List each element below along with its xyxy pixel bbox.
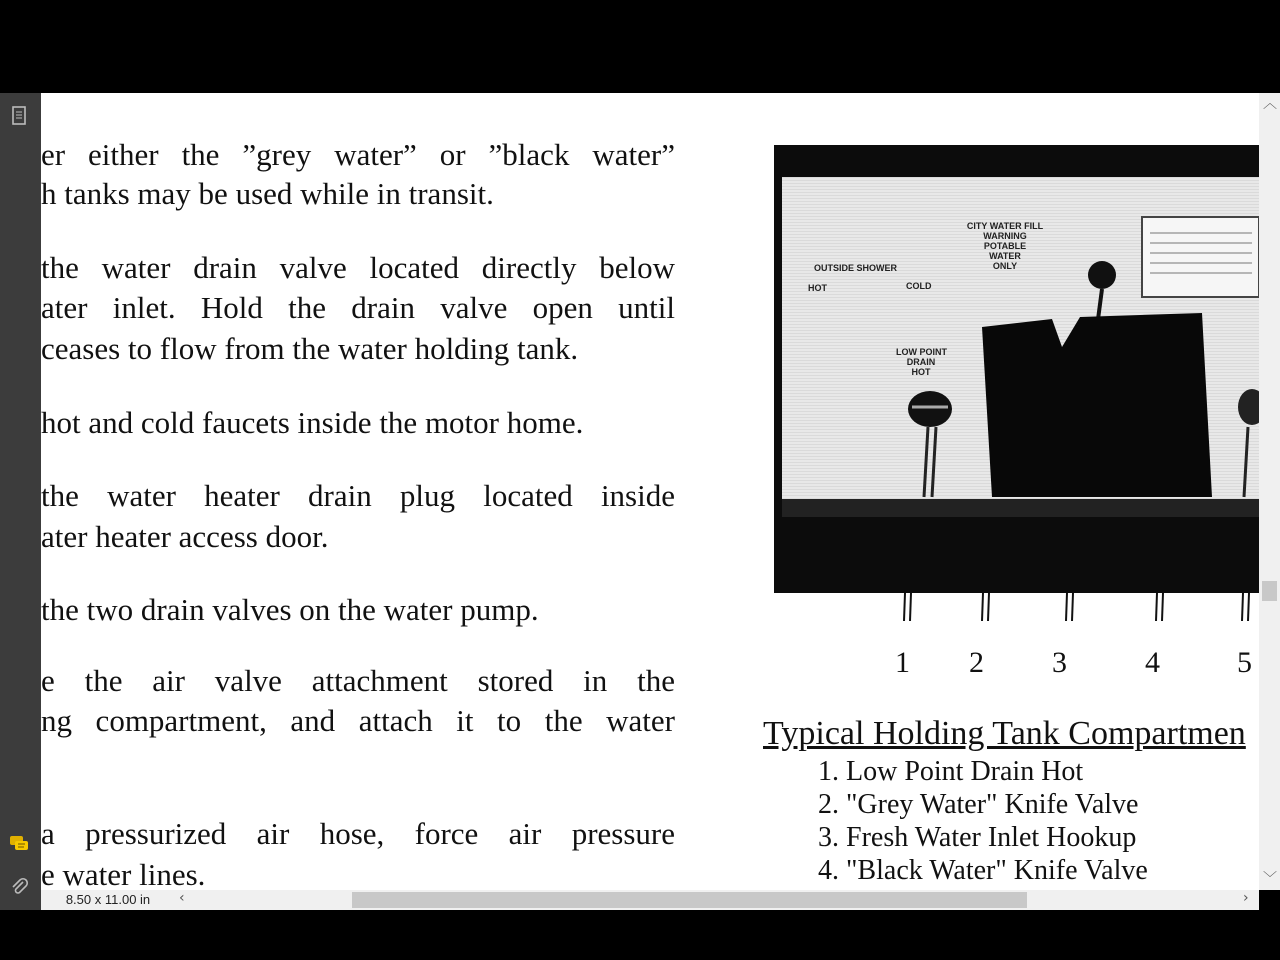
callout-number-3: 3 — [1052, 646, 1067, 679]
text-line: e the air valve attachment stored in the — [41, 663, 675, 698]
callout-number-1: 1 — [895, 646, 910, 679]
caption-item: 1. Low Point Drain Hot — [818, 756, 1084, 787]
paperclip-icon[interactable] — [8, 876, 30, 898]
text-line: ng compartment, and attach it to the water — [41, 703, 675, 738]
page-size-label: 8.50 x 11.00 in — [41, 890, 175, 910]
left-navigation-rail — [0, 93, 41, 910]
scroll-left-arrow-icon[interactable]: ‹ — [179, 890, 185, 906]
pages-icon[interactable] — [8, 105, 30, 127]
callout-tick — [1155, 593, 1165, 623]
scroll-down-arrow-icon[interactable]: ﹀ — [1263, 871, 1277, 887]
text-line: e water lines. — [41, 857, 206, 890]
panel-label-cold: COLD — [906, 281, 932, 291]
comments-icon[interactable] — [8, 833, 30, 855]
caption-item: 2. "Grey Water" Knife Valve — [818, 789, 1139, 820]
callout-tick — [1241, 593, 1251, 623]
text-line: the water drain valve located directly below — [41, 250, 675, 285]
horizontal-scrollbar[interactable] — [41, 890, 1259, 910]
text-line: ceases to flow from the water holding tank. — [41, 331, 579, 366]
callout-number-2: 2 — [969, 646, 984, 679]
text-line: ater heater access door. — [41, 519, 329, 554]
panel-label-low-point: LOW POINT DRAIN HOT — [896, 347, 947, 377]
control-panel-image — [782, 177, 1259, 517]
panel-label-outside-shower: OUTSIDE SHOWER — [814, 263, 898, 273]
text-line: h tanks may be used while in transit. — [41, 176, 494, 211]
text-line: ater inlet. Hold the drain valve open until — [41, 290, 675, 325]
vertical-scrollbar[interactable] — [1259, 93, 1280, 890]
callout-tick — [903, 593, 913, 623]
text-line: er either the ”grey water” or ”black water” — [41, 137, 675, 172]
panel-label-city-water: CITY WATER FILL WARNING POTABLE WATER ONLY — [966, 221, 1044, 271]
text-line: the two drain valves on the water pump. — [41, 592, 539, 627]
panel-label-hot: HOT — [808, 283, 827, 293]
scroll-right-arrow-icon[interactable]: › — [1243, 890, 1249, 906]
figure-caption-title: Typical Holding Tank Compartmen — [763, 715, 1246, 752]
text-line: a pressurized air hose, force air pressure — [41, 816, 675, 851]
callout-tick — [981, 593, 991, 623]
text-line: the water heater drain plug located inside — [41, 478, 675, 513]
compartment-photo — [774, 145, 1259, 593]
callout-number-5: 5 — [1237, 646, 1252, 679]
scroll-up-arrow-icon[interactable]: ︿ — [1263, 96, 1277, 112]
caption-item: 3. Fresh Water Inlet Hookup — [818, 822, 1137, 853]
caption-item: 4. "Black Water" Knife Valve — [818, 855, 1148, 886]
callout-tick — [1065, 593, 1075, 623]
horizontal-scroll-thumb[interactable] — [352, 892, 1027, 908]
vertical-scroll-thumb[interactable] — [1262, 581, 1277, 601]
callout-number-4: 4 — [1145, 646, 1160, 679]
text-line: hot and cold faucets inside the motor home. — [41, 405, 584, 440]
document-viewport[interactable] — [41, 93, 1259, 890]
